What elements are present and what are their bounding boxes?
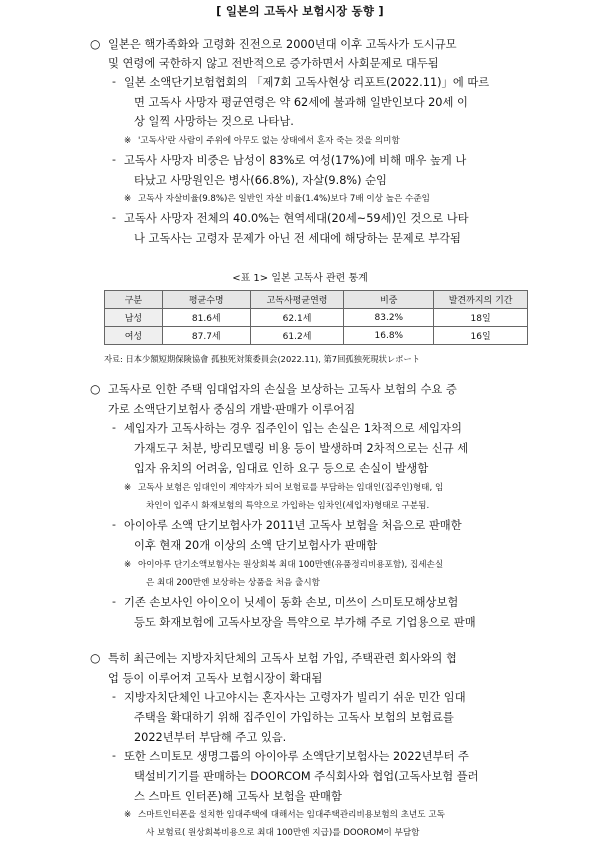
sec2-b-line-2: 이후 현재 20개 이상의 소액 단기보험사가 판매함: [134, 539, 378, 552]
sec1-line-1: 일본은 핵가족화와 고령화 진전으로 2000년대 이후 고독사가 도시규모: [108, 38, 457, 51]
circle-bullet: ○: [90, 37, 101, 51]
table-caption: <표 1> 일본 고독사 관련 통계: [232, 273, 368, 284]
circle-bullet: ○: [90, 651, 101, 665]
table-cell: 16.8%: [344, 327, 434, 345]
sec3-note-1b: 사 보험료( 원상회복비용으로 최대 100만엔 지급)를 DOOROM이 부담함: [146, 828, 420, 838]
sec3-b-line-2: 택설비기기를 판매하는 DOORCOM 주식회사와 협업(고독사보험 플러: [134, 770, 479, 783]
sec2-note-2a: 아이아루 단기소액보험사는 원상회복 최대 100만엔(유품정리비용포함), 집세손실: [138, 560, 444, 570]
sec1-a-line-3: 상 일찍 사망하는 것으로 나타남.: [134, 115, 294, 128]
sec1-b-line-2: 타났고 사망원인은 병사(66.8%), 자살(9.8%) 순임: [134, 174, 387, 187]
note-mark: ※: [124, 136, 132, 146]
dash-bullet: -: [112, 153, 116, 166]
sec3-b-line-1: 또한 스미토모 생명그룹의 아이아루 소액단기보험사는 2022년부터 주: [124, 750, 469, 763]
sec2-note-1b: 차인이 입주시 화재보험의 특약으로 가입하는 임차인(세입자)형태로 구분됨.: [146, 501, 430, 511]
table-cell: 62.1세: [250, 309, 344, 327]
table-header-cell: 비중: [344, 291, 434, 309]
page-title: [ 일본의 고독사 보험시장 동향 ]: [216, 4, 384, 18]
table-header-cell: 평균수명: [162, 291, 250, 309]
sec2-a-line-2: 가재도구 처분, 방리모델링 비용 등이 발생하며 2차적으로는 신규 세: [134, 442, 469, 455]
table-header-row: [105, 291, 528, 309]
sec3-b-line-3: 스 스마트 인터폰)해 고독사 보험을 판매함: [134, 790, 342, 803]
sec1-note-1: '고독사'란 사람이 주위에 아무도 없는 상태에서 혼자 죽는 것을 의미함: [138, 136, 400, 146]
dash-bullet: -: [112, 749, 116, 762]
table-cell: 18일: [434, 309, 528, 327]
sec2-line-2: 가로 소액단기보험사 중심의 개발·판매가 이루어짐: [108, 403, 356, 416]
sec2-a-line-3: 입자 유치의 어려움, 임대료 인하 요구 등으로 손실이 발생함: [134, 462, 429, 475]
table-cell: 87.7세: [162, 327, 250, 345]
table-row: [105, 309, 528, 327]
sec2-b-line-1: 아이아루 소액 단기보험사가 2011년 고독사 보험을 처음으로 판매한: [124, 519, 462, 532]
table-cell: 남성: [105, 309, 163, 327]
dash-bullet: -: [112, 518, 116, 531]
note-mark: ※: [124, 810, 132, 820]
sec1-b-line-1: 고독사 사망자 비중은 남성이 83%로 여성(17%)에 비해 매우 높게 나: [124, 154, 467, 167]
circle-bullet: ○: [90, 382, 101, 396]
sec1-c-line-1: 고독사 사망자 전체의 40.0%는 현역세대(20세~59세)인 것으로 나타: [124, 212, 469, 225]
table-header-cell: 구분: [105, 291, 163, 309]
table-cell: 여성: [105, 327, 163, 345]
dash-bullet: -: [112, 690, 116, 703]
sec3-note-1a: 스마트인터폰을 설치한 임대주택에 대해서는 임대주택관리비용보험의 초년도 고독: [138, 810, 445, 820]
sec1-line-2: 및 연령에 국한하지 않고 전반적으로 증가하면서 사회문제로 대두됨: [108, 57, 439, 70]
table-cell: 81.6세: [162, 309, 250, 327]
sec1-a-line-1: 일본 소액단기보험협회의 「제7회 고독사현상 리포트(2022.11)」에 따르: [124, 76, 490, 89]
sec3-line-2: 업 등이 이루어져 고독사 보험시장이 확대됨: [108, 672, 323, 685]
table-header-cell: 발견까지의 기간: [434, 291, 528, 309]
dash-bullet: -: [112, 211, 116, 224]
table-row: [105, 327, 528, 345]
sec2-c-line-2: 등도 화재보험에 고독사보장을 특약으로 부가해 주로 기업용으로 판매: [134, 616, 476, 629]
note-mark: ※: [124, 560, 132, 570]
sec3-line-1: 특히 최근에는 지방자치단체의 고독사 보험 가입, 주택관련 회사와의 협: [108, 652, 457, 665]
note-mark: ※: [124, 483, 132, 493]
table-source: 자료: 日本少額短期保険協會 孤独死対策委員会(2022.11), 第7回孤独死現状レポート: [104, 354, 421, 364]
table-header-cell: 고독사평균연령: [250, 291, 344, 309]
sec3-a-line-2: 주택을 확대하기 위해 집주인이 가입하는 고독사 보험의 보험료를: [134, 711, 454, 724]
sec3-a-line-1: 지방자치단체인 나고야시는 혼자사는 고령자가 빌리기 쉬운 민간 임대: [124, 691, 466, 704]
sec1-a-line-2: 면 고독사 사망자 평균연령은 약 62세에 불과해 일반인보다 20세 이: [134, 96, 468, 109]
dash-bullet: -: [112, 595, 116, 608]
sec2-a-line-1: 세입자가 고독사하는 경우 집주인이 입는 손실은 1차적으로 세입자의: [124, 422, 462, 435]
table-cell: 16일: [434, 327, 528, 345]
sec2-c-line-1: 기존 손보사인 아이오이 닛세이 동화 손보, 미쓰이 스미토모해상보험: [124, 596, 459, 609]
sec1-c-line-2: 나 고독사는 고령자 문제가 아닌 전 세대에 해당하는 문제로 부각됨: [134, 232, 461, 245]
table-cell: 61.2세: [250, 327, 344, 345]
dash-bullet: -: [112, 75, 116, 88]
sec2-note-2b: 은 최대 200만엔 보상하는 상품을 처음 출시함: [146, 578, 320, 588]
sec1-note-2: 고독사 자살비율(9.8%)은 일반인 자살 비율(1.4%)보다 7배 이상 높은 수준임: [138, 194, 430, 204]
dash-bullet: -: [112, 421, 116, 434]
sec2-line-1: 고독사로 인한 주택 임대업자의 손실을 보상하는 고독사 보험의 수요 증: [108, 383, 457, 396]
note-mark: ※: [124, 194, 132, 204]
stats-table: [104, 290, 528, 345]
sec2-note-1a: 고독사 보험은 임대인이 계약자가 되어 보험료를 부담하는 임대인(집주인)형태, 임: [138, 483, 444, 493]
sec3-a-line-3: 2022년부터 부담해 주고 있음.: [134, 731, 287, 744]
table-cell: 83.2%: [344, 309, 434, 327]
